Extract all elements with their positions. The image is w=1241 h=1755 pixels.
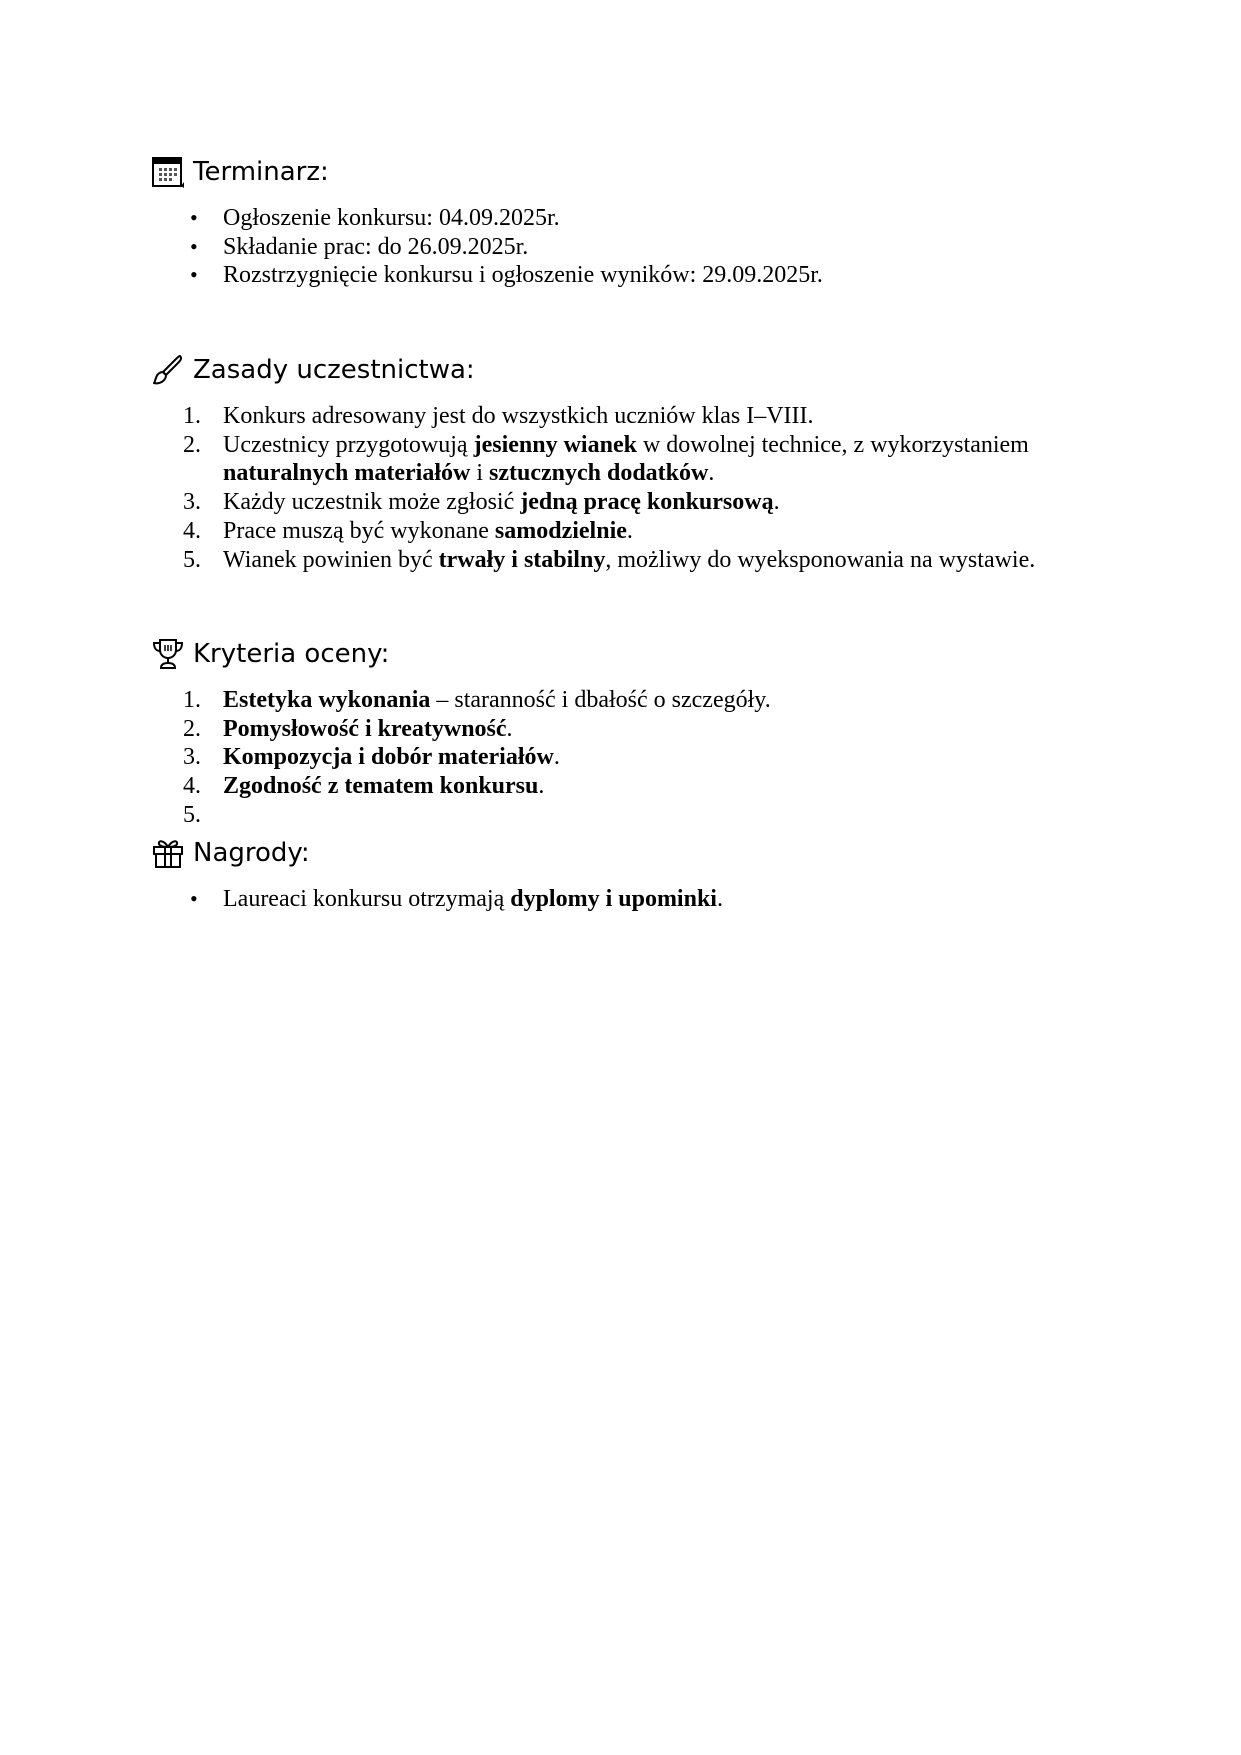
list-item [183,204,1103,233]
number-marker: 5. [183,546,201,573]
bold-text: jesienny wianek [473,431,637,458]
list-item-text [223,773,544,799]
bold-text: jedną pracę konkursową [520,489,774,516]
section-heading-terminarz [151,154,329,190]
list-item [183,488,1103,517]
calendar-icon [151,155,185,189]
number-marker: 5. [183,801,201,828]
text-run: . [553,744,560,771]
section-title: Nagrody: [193,838,310,868]
text-run: . [538,773,545,800]
section-heading-nagrody [151,835,310,871]
section-heading-kryteria [151,636,389,672]
text-run: Każdy uczestnik może zgłosić [223,489,521,516]
nagrody-list [183,885,1103,914]
list-item [183,431,1103,488]
text-run: Wianek powinien być [223,546,439,573]
number-marker: 1. [183,403,201,429]
bold-text: Kompozycja i dobór materiałów [223,744,554,771]
text-run: – staranność i dbałość o szczegóły. [430,687,771,713]
number-marker: 3. [183,489,201,516]
list-item-text: Składanie prac: do 26.09.2025r. [223,233,529,260]
list-item [183,402,1103,431]
text-run: . [506,715,513,742]
list-item [183,686,1103,715]
list-item [183,261,1103,290]
text-run: . [708,460,715,487]
list-item [183,715,1103,744]
bullet-marker: • [190,205,198,230]
text-run: Prace muszą być wykonane [223,517,495,544]
list-item-text [223,432,1029,487]
list-item-text: Rozstrzygnięcie konkursu i ogłoszenie wyników: 29.09.2025r. [223,262,823,289]
bold-text: dyplomy i upominki [510,886,717,912]
bold-text: naturalnych materiałów [223,460,471,487]
list-item-text [223,547,1035,573]
list-item [183,772,1103,801]
section-heading-zasady [151,352,475,388]
section-title: Kryteria oceny: [193,639,390,669]
list-item-text [223,716,513,742]
section-title: Zasady uczestnictwa: [193,355,475,385]
trophy-icon [151,637,185,671]
paintbrush-icon [151,353,185,387]
text-run: Uczestnicy przygotowują [223,431,474,458]
list-item-text: Ogłoszenie konkursu: 04.09.2025r. [223,205,560,231]
gift-icon [151,836,185,870]
list-item-text [223,687,771,713]
number-marker: 2. [183,715,201,742]
bullet-marker: • [190,233,198,259]
text-run: w dowolnej technice, z wykorzystaniem [636,431,1029,458]
number-marker: 3. [183,744,201,771]
number-marker: 2. [183,431,201,458]
list-item-text [223,886,723,912]
terminarz-list [183,204,1103,290]
number-marker: 4. [183,773,201,800]
bold-text: sztucznych dodatków [488,460,709,487]
list-item [183,885,1103,914]
zasady-list [183,402,1103,574]
number-marker: 4. [183,517,201,544]
list-item [183,743,1103,772]
bold-text: Zgodność z tematem konkursu [223,773,539,800]
list-item [183,546,1103,575]
bullet-marker: • [190,262,198,288]
text-run: Laureaci konkursu otrzymają [223,886,511,912]
number-marker: 1. [183,687,201,713]
kryteria-list [183,686,1103,828]
list-item [183,517,1103,546]
text-run: , możliwy do wyeksponowania na wystawie. [605,546,1036,573]
bold-text: samodzielnie [494,517,627,544]
text-run: . [716,886,723,912]
section-title: Terminarz: [193,157,329,187]
list-item-text [223,403,814,429]
bold-text: Estetyka wykonania [223,687,431,713]
list-item-text [223,489,780,515]
text-run: i [470,460,489,487]
text-run: Konkurs adresowany jest do wszystkich uczniów klas I–VIII. [223,403,814,429]
list-item-text [223,518,633,544]
bold-text: Pomysłowość i kreatywność [223,715,507,742]
text-run: . [773,489,780,516]
list-item [183,233,1103,262]
text-run: . [626,517,633,544]
list-item-text [223,744,560,770]
bullet-marker: • [190,886,198,911]
bold-text: trwały i stabilny [438,546,606,573]
